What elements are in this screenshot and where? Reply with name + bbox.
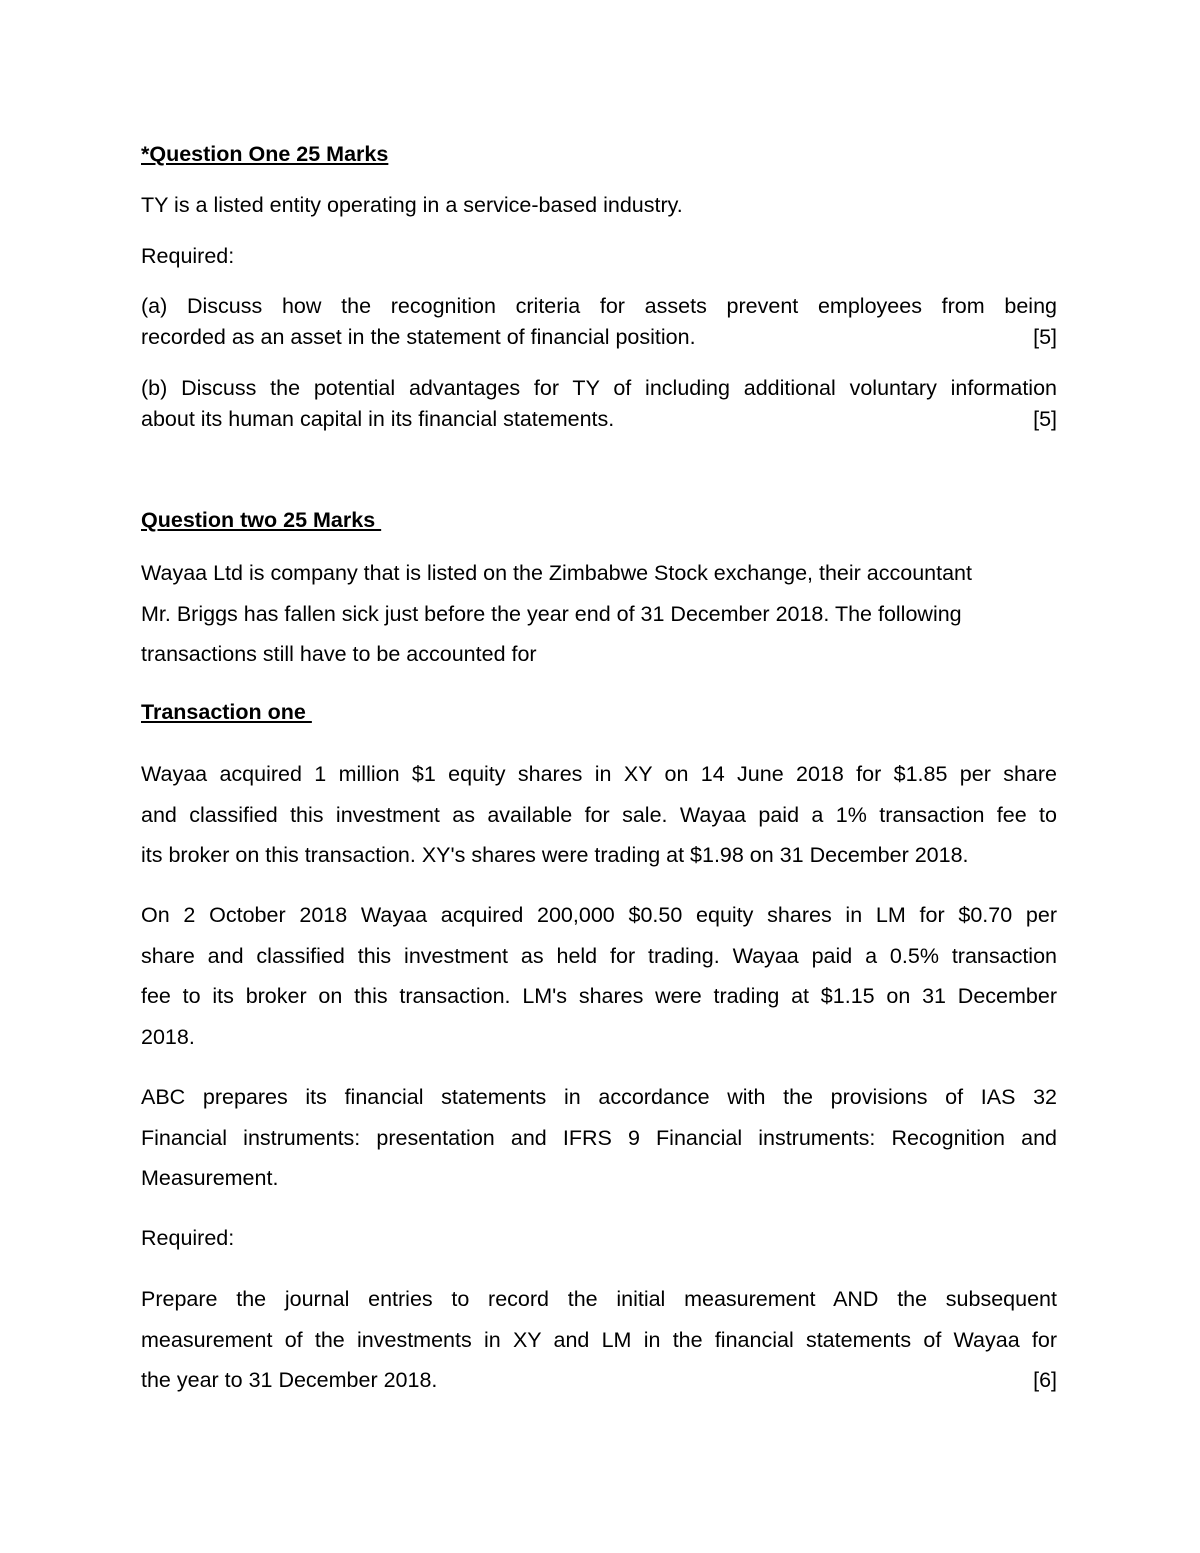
p4-text: the year to 31 December 2018. (141, 1368, 438, 1392)
question-one-intro: TY is a listed entity operating in a service-based industry. (141, 193, 683, 217)
p1-line-2: and classified this investment as available for sale. Wayaa paid a 1% transaction fee to (141, 802, 1057, 827)
part-a-text: recorded as an asset in the statement of financial position. (141, 325, 696, 349)
part-a-marks: [5] (1033, 325, 1057, 349)
part-a-line-2 (141, 322, 1057, 353)
transaction-one-heading: Transaction one (141, 700, 312, 724)
paragraph-lm-investment (141, 895, 1057, 1057)
question-two-heading: Question two 25 Marks (141, 508, 382, 532)
intro-line-2: Mr. Briggs has fallen sick just before the year end of 31 December 2018. The following (141, 601, 962, 626)
question-one-heading: *Question One 25 Marks (141, 142, 389, 166)
part-b-text: about its human capital in its financial statements. (141, 407, 615, 431)
p3-line-1: ABC prepares its financial statements in accordance with the provisions of IAS 32 (141, 1085, 1057, 1109)
part-b-line-1: (b) Discuss the potential advantages for TY of including additional voluntary information (141, 376, 1057, 400)
p2-line-2: share and classified this investment as held for trading. Wayaa paid a 0.5% transaction (141, 943, 1057, 968)
p2-line-1: On 2 October 2018 Wayaa acquired 200,000 $0.50 equity shares in LM for $0.70 per (141, 903, 1057, 927)
p3-line-3: Measurement. (141, 1166, 279, 1190)
p4-marks: [6] (1033, 1368, 1057, 1392)
intro-line-3: transactions still have to be accounted for (141, 642, 537, 666)
p1-line-1: Wayaa acquired 1 million $1 equity shares in XY on 14 June 2018 for $1.85 per share (141, 762, 1057, 786)
p4-line-2: measurement of the investments in XY and LM in the financial statements of Wayaa for (141, 1327, 1057, 1352)
question-one-part-b (141, 373, 1057, 435)
paragraph-standards (141, 1077, 1057, 1199)
p2-line-3: fee to its broker on this transaction. LM's shares were trading at $1.15 on 31 December (141, 984, 1057, 1008)
question-two-intro (141, 553, 1057, 675)
part-a-line-1: (a) Discuss how the recognition criteria for assets prevent employees from being (141, 294, 1057, 318)
p2-line-4: 2018. (141, 1024, 195, 1049)
part-b-marks: [5] (1033, 407, 1057, 431)
p1-line-3: its broker on this transaction. XY's shares were trading at $1.98 on 31 December 2018. (141, 843, 969, 867)
question-one-part-a (141, 291, 1057, 353)
paragraph-xy-investment (141, 754, 1057, 876)
p4-line-1: Prepare the journal entries to record the initial measurement AND the subsequent (141, 1287, 1057, 1311)
question-two-required-label: Required: (141, 1226, 235, 1250)
part-b-line-2 (141, 404, 1057, 435)
question-one-required-label: Required: (141, 244, 235, 268)
p4-line-3 (141, 1360, 1057, 1401)
paragraph-requirement (141, 1279, 1057, 1401)
intro-line-1: Wayaa Ltd is company that is listed on the Zimbabwe Stock exchange, their accountant (141, 561, 972, 585)
p3-line-2: Financial instruments: presentation and IFRS 9 Financial instruments: Recognition and (141, 1125, 1057, 1150)
